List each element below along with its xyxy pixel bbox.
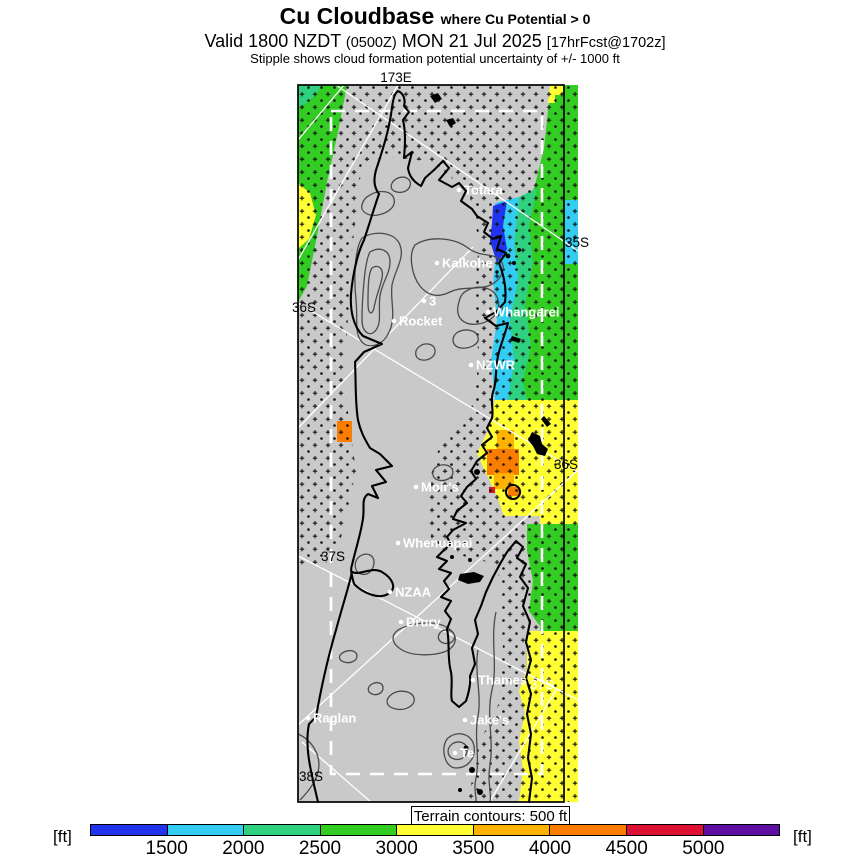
colorbar-segment	[321, 825, 398, 835]
colorbar-tick-label: 2000	[222, 838, 265, 859]
forecast-info: [17hrFcst@1702z]	[546, 34, 666, 51]
colorbar-segment	[91, 825, 168, 835]
place-dot	[471, 678, 476, 683]
valid-date: MON 21 Jul 2025	[401, 30, 542, 51]
place-label: Thames	[478, 672, 528, 688]
terrain-note-box: Terrain contours: 500 ft	[411, 806, 570, 828]
place-dot	[414, 485, 419, 490]
title-condition: where Cu Potential > 0	[440, 11, 591, 27]
colorbar-segment	[244, 825, 321, 835]
place-label: NZAA	[395, 584, 432, 600]
place-dot	[392, 319, 397, 324]
colorbar-tick-label: 4000	[528, 838, 572, 859]
graticule-label: 37S	[320, 549, 346, 564]
graticule-label: 35S	[564, 235, 590, 250]
place-label: Totara	[464, 182, 503, 198]
title-main: Cu Cloudbase	[279, 3, 435, 29]
colorbar-segment	[474, 825, 551, 835]
colorbar	[90, 824, 780, 836]
place-dot	[435, 261, 440, 266]
graticule-label: 36S	[291, 300, 317, 315]
place-dot	[306, 716, 311, 721]
colorbar-tick-label: 3500	[452, 838, 495, 859]
place-label: Moir's	[421, 479, 459, 495]
colorbar-segment	[627, 825, 704, 835]
colorbar-tick-label: 2500	[298, 838, 342, 859]
place-label: Rocket	[399, 313, 443, 329]
place-dot	[399, 620, 404, 625]
graticule-label: 173E	[380, 70, 412, 85]
graticule-label: 36S	[553, 457, 579, 472]
colorbar-segment	[397, 825, 474, 835]
place-dot	[396, 541, 401, 546]
valid-time: Valid 1800 NZDT	[204, 30, 341, 51]
place-label: Drury	[406, 614, 441, 630]
colorbar-tick-label: 3000	[375, 838, 418, 859]
place-dot	[422, 299, 427, 304]
place-label: Te	[460, 745, 475, 761]
graticule-label: 38S	[298, 769, 324, 784]
colorbar-segment	[168, 825, 245, 835]
stipple-note: Stipple shows cloud formation potential uncertainty of +/- 1000 ft	[250, 50, 620, 66]
valid-utc: (0500Z)	[345, 34, 397, 51]
place-dot	[457, 188, 462, 193]
place-label: Kaikohe	[442, 255, 493, 271]
colorbar-tick-label: 4500	[605, 838, 648, 859]
place-dot	[463, 718, 468, 723]
colorbar-tick-label: 5000	[682, 838, 725, 859]
colorbar-tick-label: 1500	[145, 838, 188, 859]
place-label: Whenuapai	[403, 535, 473, 551]
place-dot	[453, 751, 458, 756]
place-label: Raglan	[313, 710, 357, 726]
graticule-label: 37S	[529, 677, 555, 692]
scale-unit-right: [ft]	[793, 827, 812, 846]
place-label: 3	[429, 293, 437, 309]
colorbar-ticks	[90, 838, 780, 860]
place-label: Jake's	[470, 712, 510, 728]
colorbar-segment	[550, 825, 627, 835]
place-label: NZWR	[476, 357, 515, 373]
place-dot	[388, 590, 393, 595]
place-label: Whangarei	[493, 304, 560, 320]
scale-unit-left: [ft]	[53, 827, 72, 846]
place-dot	[469, 363, 474, 368]
place-dot	[486, 310, 491, 315]
colorbar-segment	[704, 825, 780, 835]
